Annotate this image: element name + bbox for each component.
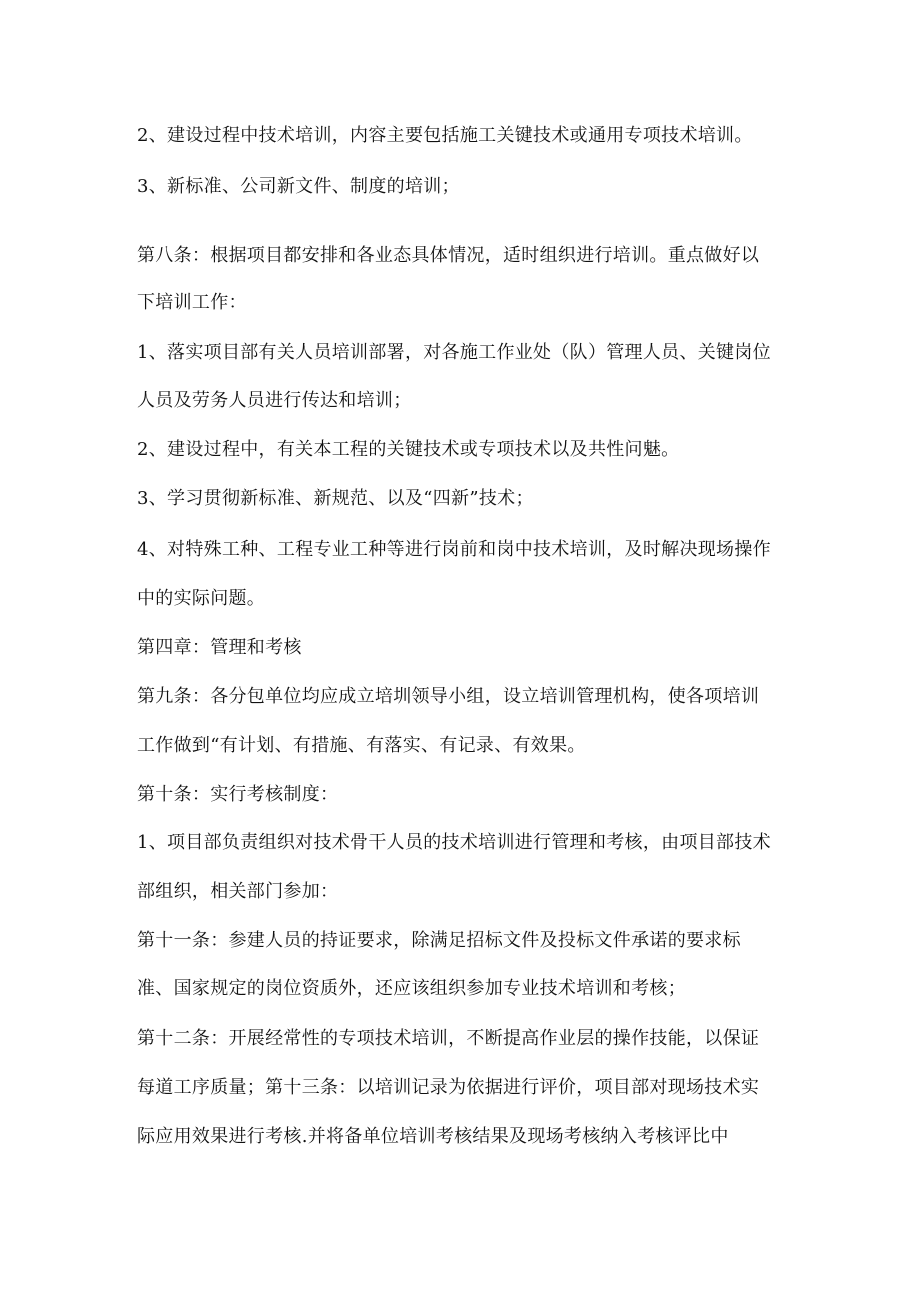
text-line: 1、项目部负责组织对技术骨干人员的技术培训进行管理和考核，由项目部技术 [137, 832, 771, 853]
text-line: 工作做到“有计划、有措施、有落实、有记录、有效果。 [137, 735, 586, 756]
text-line: 下培训工作： [137, 292, 247, 313]
text-line: 际应用效果进行考核.并将备单位培训考核结果及现场考核纳入考核评比中 [137, 1126, 729, 1147]
text-line: 4、对特殊工种、工程专业工种等进行岗前和岗中技术培训，及时解决现场操作 [137, 539, 771, 560]
text-line: 1、落实项目部有关人员培训部署，对各施工作业处（队）管理人员、关键岗位 [137, 342, 771, 363]
text-line: 3、学习贯彻新标准、新规范、以及“四新”技术； [137, 488, 534, 509]
text-line: 第九条：各分包单位均应成立培圳领导小组，设立培训管理机构，使各项培训 [137, 686, 760, 707]
text-line: 第十条：实行考核制度： [137, 784, 339, 805]
text-line: 中的实际问题。 [137, 588, 266, 609]
chapter-heading: 第四章：管理和考核 [137, 637, 302, 658]
text-line: 准、国家规定的岗位资质外，还应该组织参加专业技术培训和考核； [137, 978, 686, 999]
text-line: 部组织，相关部门参加： [137, 881, 339, 902]
text-line: 人员及劳务人员进行传达和培训； [137, 390, 412, 411]
text-line: 第八条：根据项目都安排和各业态具体情况，适时组织进行培训。重点做好以 [137, 245, 760, 266]
text-line: 2、建设过程中，有关本工程的关键技术或专项技术以及共性问魅。 [137, 439, 680, 460]
text-line: 3、新标准、公司新文件、制度的培训； [137, 176, 460, 197]
text-line: 2、建设过程中技术培训，内容主要包括施工关键技术或通用专项技术培训。 [137, 125, 753, 146]
text-line: 每道工序质量；第十三条：以培训记录为依据进行评价，项目部对现场技术实 [137, 1077, 760, 1098]
text-line: 第十一条：参建人员的持证要求，除满足招标文件及投标文件承诺的要求标 [137, 930, 741, 951]
text-line: 第十二条：开展经常性的专项技术培训，不断提高作业层的操作技能，以保证 [137, 1028, 760, 1049]
